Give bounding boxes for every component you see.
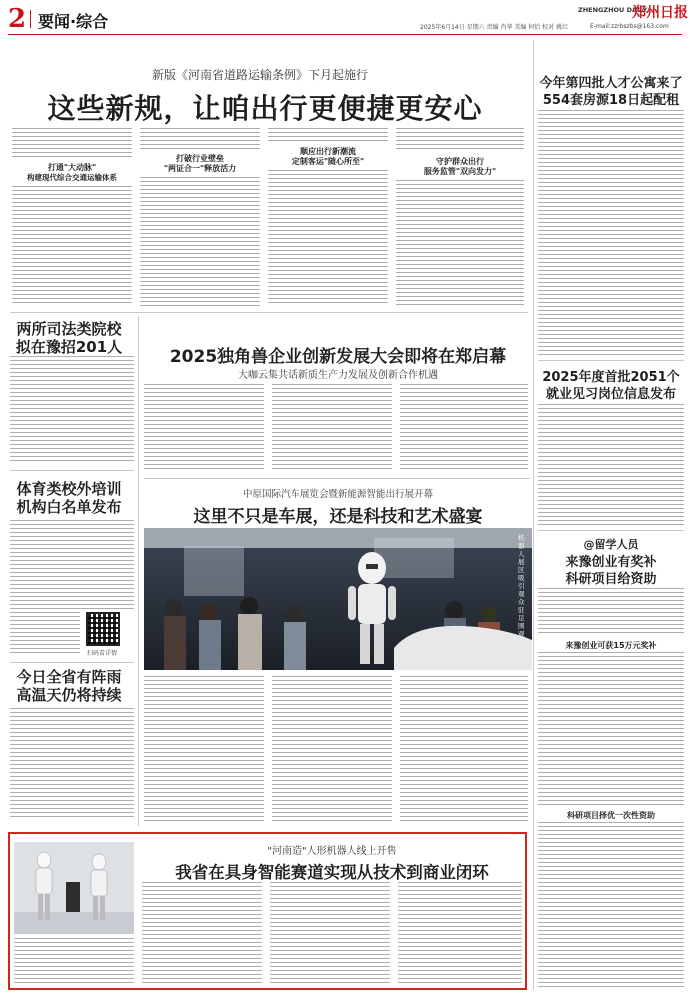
regulation-body-col3 <box>268 128 388 144</box>
abroad-subhead-1: 来豫创业可获15万元奖补 <box>565 641 657 650</box>
left-rule-2 <box>10 662 134 663</box>
autoshow-body-1 <box>144 676 264 822</box>
right-rule-1 <box>538 360 684 361</box>
section-rule <box>10 312 528 313</box>
regulation-body-col1 <box>12 128 132 160</box>
housing-headline-line2: 554套房源18日起配租 <box>542 93 680 108</box>
regulation-body-col3b <box>268 170 388 306</box>
regulation-body-col1b <box>12 186 132 306</box>
autoshow-photo-caption: 机器人展区吸引观众驻足围观 <box>518 534 525 638</box>
regulation-headline: 这些新规，让咱出行更便捷更安心 <box>47 92 483 125</box>
paper-english-name: ZHENGZHOU DAILY <box>578 6 648 14</box>
qr-caption: 扫码看详情 <box>86 650 117 657</box>
autoshow-body-3 <box>400 676 528 822</box>
column-divider <box>533 40 534 990</box>
regulation-subhead-5: 顺应出行新潮流 <box>300 147 356 156</box>
weather-headline-line1: 今日全省有阵雨 <box>16 668 122 686</box>
robot-body-2 <box>270 882 390 986</box>
robot-body-1 <box>142 882 262 986</box>
robot-kicker: "河南造"人形机器人线上开售 <box>267 846 397 857</box>
weather-headline-line2: 高温天仍将持续 <box>16 686 122 704</box>
left-col-divider <box>138 316 139 826</box>
regulation-kicker: 新版《河南省道路运输条例》下月起施行 <box>151 68 368 82</box>
abroad-headline-line2: 科研项目给资助 <box>565 572 657 587</box>
abroad-body-3 <box>538 822 684 990</box>
jobs-headline-line1: 2025年度首批2051个 <box>542 370 680 385</box>
regulation-body-col4b <box>396 180 524 306</box>
robot-headline: 我省在具身智能赛道实现从技术到商业闭环 <box>175 863 489 882</box>
sports-body-2 <box>10 612 80 656</box>
masthead-logo: 郑州日报 <box>632 5 688 21</box>
unicorn-headline: 2025独角兽企业创新发展大会即将在郑启幕 <box>169 347 507 367</box>
email: E-mail:zzrbszbs@163.com <box>590 23 669 30</box>
header-rule <box>8 34 682 35</box>
regulation-body-col4 <box>396 128 524 152</box>
sports-headline-line2: 机构白名单发布 <box>16 498 122 516</box>
regulation-subhead-8: 服务监管"双向发力" <box>423 167 497 176</box>
autoshow-photo <box>144 528 532 670</box>
regulation-subhead-4: "两证合一"释放活力 <box>163 164 237 173</box>
jobs-headline-line2: 就业见习岗位信息发布 <box>545 387 676 402</box>
date-line: 2025年6月14日 星期六 责编 肖华 美编 何恰 校对 姚红 <box>420 24 569 31</box>
abroad-tag: @留学人员 <box>583 538 639 551</box>
unicorn-body-2 <box>272 384 392 472</box>
regulation-body-col2b <box>140 177 260 306</box>
housing-body <box>538 110 684 356</box>
robot-photo <box>14 842 134 934</box>
unicorn-rule <box>144 478 530 479</box>
autoshow-body-2 <box>272 676 392 822</box>
autoshow-headline: 这里不只是车展，还是科技和艺术盛宴 <box>193 507 483 527</box>
unicorn-subheadline: 大咖云集共话新质生产力发展及创新合作机遇 <box>238 370 438 381</box>
abroad-body-1 <box>538 588 684 636</box>
regulation-subhead-2: 构建现代综合交通运输体系 <box>27 173 117 182</box>
section-title: 要闻·综合 <box>38 12 109 31</box>
education-headline-line2: 拟在豫招201人 <box>15 338 123 356</box>
housing-headline-line1: 今年第四批人才公寓来了 <box>539 76 683 91</box>
weather-body <box>10 708 134 820</box>
regulation-subhead-1: 打通"大动脉" <box>47 163 97 172</box>
regulation-body-col2 <box>140 128 260 150</box>
robot-photo-caption <box>14 938 134 986</box>
sports-headline-line1: 体育类校外培训 <box>16 480 122 498</box>
abroad-body-2 <box>538 652 684 806</box>
regulation-subhead-7: 守护群众出行 <box>436 157 484 166</box>
jobs-body <box>538 404 684 526</box>
autoshow-photo-art <box>144 528 532 670</box>
right-rule-2 <box>538 530 684 531</box>
robot-body-3 <box>398 882 522 986</box>
left-rule-1 <box>10 470 134 471</box>
regulation-subhead-6: 定制客运"随心所至" <box>291 157 365 166</box>
education-headline-line1: 两所司法类院校 <box>16 320 122 338</box>
qr-code[interactable] <box>86 612 120 646</box>
unicorn-body-1 <box>144 384 264 472</box>
sports-body <box>10 520 134 610</box>
regulation-subhead-3: 打破行业壁垒 <box>176 154 224 163</box>
abroad-subhead-2: 科研项目择优一次性资助 <box>567 811 655 820</box>
robot-photo-art <box>14 842 134 934</box>
education-body <box>10 356 134 464</box>
unicorn-body-3 <box>400 384 528 472</box>
autoshow-kicker: 中原国际汽车展览会暨新能源智能出行展开幕 <box>242 489 433 500</box>
section-divider <box>30 10 31 28</box>
page-header <box>0 0 690 36</box>
page-number: 2 <box>8 4 27 34</box>
abroad-headline-line1: 来豫创业有奖补 <box>565 555 657 570</box>
